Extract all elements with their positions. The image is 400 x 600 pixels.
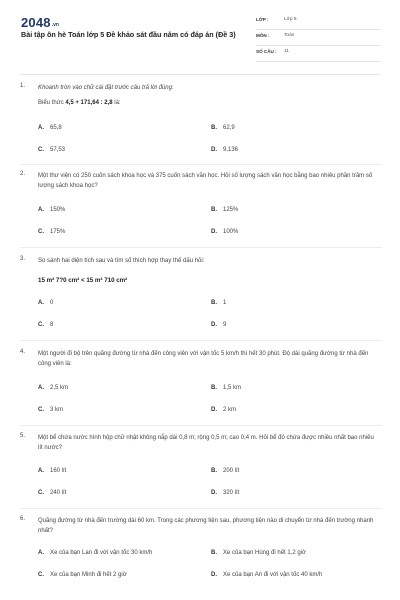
expression-prefix: Biểu thức [38,100,66,106]
option-d[interactable] [211,407,236,413]
logo-main-text: 2048 [21,15,51,30]
option-a[interactable] [38,550,152,556]
option-d[interactable] [211,147,238,153]
option-text: 125% [223,207,239,213]
option-b[interactable] [211,207,238,213]
header-divider [20,74,380,75]
question-text: Quãng đường từ nhà đến trường dài 60 km. Trong các phương tiện sau, phương tiện nào di chuyển từ nhà đến trường nhanh nhất? [38,518,374,534]
option-c[interactable] [38,572,127,578]
option-text: 240 lít [50,490,67,496]
option-text: 2,5 km [50,385,69,391]
option-text: 65,8 [50,125,62,131]
option-letter: B. [211,300,217,306]
option-text: 9 [223,322,227,328]
option-letter: C. [38,322,44,328]
option-d[interactable] [211,229,238,235]
meta-value: 11 [284,49,289,54]
question-divider [20,508,382,509]
option-letter: B. [211,385,217,391]
expression-bold: 4,5 + 171,64 : 2,8 [65,100,113,106]
option-text: 320 lít [223,490,240,496]
meta-value: Lớp 5 [284,17,297,22]
question-number: 1. [20,83,26,89]
question-text: Một bể chứa nước hình hộp chữ nhật không nắp dài 0,8 m; rộng 0,5 m; cao 0,4 m. Hỏi bể đó chứa được nhiều nhất bao nhiêu lít nước? [38,435,374,451]
option-text: 100% [223,229,239,235]
question-text: Một người đi bộ trên quãng đường từ nhà đến công viên với vận tốc 5 km/h thì hết 30 phút. Độ dài quãng đường từ nhà đến công viên là: [38,351,369,367]
question-number: 4. [20,349,26,355]
option-text: 57,53 [50,147,66,153]
option-letter: D. [211,490,217,496]
option-letter: A. [38,300,44,306]
option-letter: C. [38,229,44,235]
option-text: 160 lít [50,468,67,474]
meta-panel [256,14,381,62]
option-text: 175% [50,229,66,235]
option-letter: A. [38,385,44,391]
option-c[interactable] [38,229,65,235]
option-text: 62,9 [223,125,235,131]
option-b[interactable] [211,125,235,131]
meta-value: Toán [284,33,295,38]
option-letter: D. [211,229,217,235]
question-number: 6. [20,516,26,522]
option-a[interactable] [38,125,62,131]
option-letter: C. [38,490,44,496]
option-text: Xe của bạn An đi với vận tốc 40 km/h [223,572,323,578]
option-b[interactable] [211,385,241,391]
meta-row-question-count [256,46,381,62]
question-text: Khoanh tròn vào chữ cái đặt trước câu trả lời đúng: [38,85,174,91]
meta-label: SỐ CÂU : [256,49,277,54]
option-text: Xe của bạn Hùng đi hết 1,2 giờ [223,550,306,556]
option-b[interactable] [211,468,239,474]
option-text: 9,136 [223,147,239,153]
option-text: 1 [223,300,227,306]
option-letter: C. [38,572,44,578]
option-letter: B. [211,468,217,474]
question-number: 5. [20,433,26,439]
question-formula: 15 m² 7?0 cm² < 15 m² 710 cm² [38,277,128,284]
option-letter: A. [38,125,44,131]
option-letter: D. [211,407,217,413]
option-text: 3 km [50,407,64,413]
question-divider [20,340,382,341]
option-d[interactable] [211,490,239,496]
option-d[interactable] [211,572,322,578]
question-number: 2. [20,171,26,177]
option-text: Xe của bạn Lan đi với vận tốc 30 km/h [50,550,153,556]
question-expression [38,100,121,106]
meta-label: LỚP : [256,17,269,22]
document-title: Bài tập ôn hè Toán lớp 5 Đề khảo sát đầu năm có đáp án (Đề 3) [21,30,236,39]
question-divider [20,164,382,165]
option-letter: C. [38,407,44,413]
option-a[interactable] [38,207,65,213]
option-text: 8 [50,322,54,328]
option-d[interactable] [211,322,226,328]
question-divider [20,247,382,248]
option-c[interactable] [38,322,53,328]
option-b[interactable] [211,300,226,306]
logo-suffix-text: .vn [51,22,59,28]
option-c[interactable] [38,407,63,413]
meta-label: MÔN : [256,33,270,38]
meta-row-class [256,14,381,30]
option-letter: B. [211,125,217,131]
option-letter: D. [211,322,217,328]
option-a[interactable] [38,385,68,391]
expression-suffix: là: [112,100,121,106]
option-letter: D. [211,572,217,578]
option-a[interactable] [38,468,66,474]
option-letter: A. [38,468,44,474]
option-letter: A. [38,207,44,213]
option-letter: A. [38,550,44,556]
option-b[interactable] [211,550,306,556]
option-c[interactable] [38,147,65,153]
option-text: 200 lít [223,468,240,474]
option-letter: C. [38,147,44,153]
question-text: Một thư viện có 250 cuốn sách khoa học và 375 cuốn sách văn học. Hỏi số lượng sách văn học bằng bao nhiêu phần trăm số lượng sách khoa học? [38,173,373,189]
option-text: Xe của bạn Minh đi hết 2 giờ [50,572,127,578]
question-divider [20,425,382,426]
option-letter: B. [211,207,217,213]
option-c[interactable] [38,490,66,496]
meta-row-subject [256,30,381,46]
option-text: 1,5 km [223,385,242,391]
option-text: 150% [50,207,66,213]
option-letter: D. [211,147,217,153]
option-a[interactable] [38,300,53,306]
option-text: 2 km [223,407,237,413]
question-text: So sánh hai diện tích sau và tìm số thích hợp thay thế dấu hỏi: [38,258,205,264]
option-text: 0 [50,300,54,306]
option-letter: B. [211,550,217,556]
question-number: 3. [20,256,26,262]
